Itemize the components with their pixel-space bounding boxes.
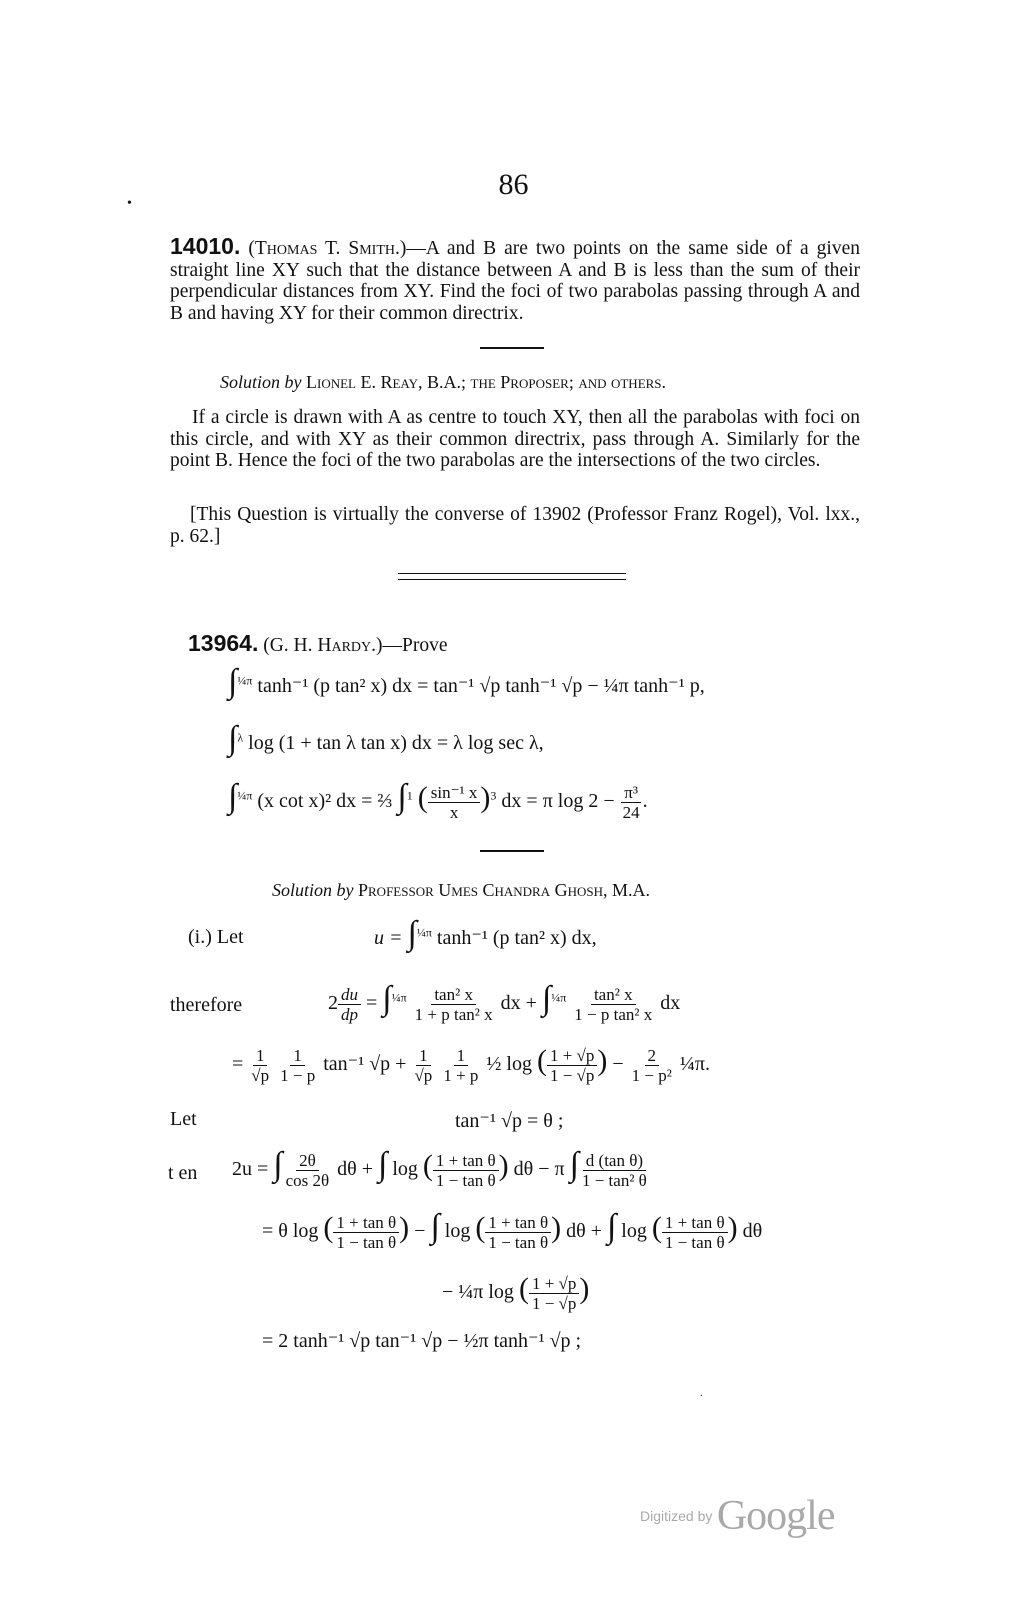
let-label: (i.) Let <box>188 926 244 948</box>
therefore-label: therefore <box>170 994 243 1016</box>
prove-label: —Prove <box>382 635 448 656</box>
equation-expansion: = $\frac{1}{√p}$ $\frac{1}{1 - p}$ tan⁻¹ √p + $\frac{1}{√p}$ $\frac{1}{1 + p}$ ½ log ( $\frac{1 + √p}{1 - √p}$ ) − $\frac{2}{\text{1 − p²}}$ ¼π. <box>232 1044 710 1085</box>
equation-2: ∫$^\lambda$ log (1 + tan λ tan x) dx = λ log sec λ, <box>228 720 544 757</box>
question-text: —A and B are two points on the same side of a given straight line XY such that the distance between A and B is less than the sum of their perpendicular distances from XY. Find the foci of two parabolas passing through A and B and having XY for their common directrix. <box>170 238 861 324</box>
stray-mark: • <box>127 196 132 211</box>
equation-theta-log: = θ log ( $\frac{\text{1 + tan θ}}{\text{1 − tan θ}}$ ) − ∫ log ( $\frac{\text{1 + tan θ}}{\text{1 − tan θ}}$ ) dθ + ∫ log ( $\frac{\text{1 + tan θ}}{\text{1 − tan θ}}$ ) dθ <box>262 1208 763 1252</box>
divider <box>480 347 544 349</box>
google-watermark <box>640 1492 834 1540</box>
u-def: u = <box>374 927 403 949</box>
equation-du-dp: 2 $\frac{du}{dp}$ = ∫$^{\frac{1}{4}\pi}$ $\frac{\text{tan² x}}{\text{1 + p tan² x}}$ dx + ∫$^{\frac{1}{4}\pi}$ $\frac{\text{tan² x}}{\text{1 − p tan² x}}$ dx <box>328 980 681 1024</box>
section-divider-top <box>398 573 626 574</box>
equation-quarter-pi: − ¼π log ( $\frac{1 + √p}{1 - √p}$ ) <box>442 1272 590 1313</box>
eq3-frac-den: x <box>449 802 459 822</box>
equation-3: ∫$^{\frac{1}{4}\pi}$ (x cot x)² dx = ⅔ ∫$^1$ ( $\frac{\text{sin⁻¹ x}}{x}$ )$^3$ dx = π log 2 − $\frac{\text{π³}}{24}$ . <box>228 778 648 822</box>
final-equation: = 2 tanh⁻¹ √p tan⁻¹ √p − ½π tanh⁻¹ √p ; <box>262 1330 582 1352</box>
section-divider-bottom <box>398 579 626 580</box>
solution-heading <box>220 372 666 393</box>
u-integrand: tanh⁻¹ (p tan² x) dx, <box>436 927 597 949</box>
theta-definition: tan⁻¹ √p = θ ; <box>455 1110 564 1132</box>
speck: . <box>700 1388 703 1399</box>
eq3-pi-num: π³ <box>621 783 641 803</box>
eq3-pi-den: 24 <box>622 802 640 822</box>
eq3-left: (x cot x)² dx = ⅔ <box>257 790 393 812</box>
let2-label: Let <box>170 1108 197 1130</box>
page-number: 86 <box>498 168 529 201</box>
solution-text: If a circle is drawn with A as centre to touch XY, then all the parabolas with foci on this circle, and with XY as their common directrix, pass through A. Similarly for the point B. Hence the foci of the two parabolas are the intersections of the two circles. <box>170 407 860 471</box>
then-label: t en <box>168 1162 198 1184</box>
equation-2u: 2u = ∫ $\frac{2\theta}{\cos 2\theta}$ dθ + ∫ log ( $\frac{\text{1 + tan θ}}{\text{1 − tan θ}}$ ) dθ − π ∫ $\frac{\text{d (tan θ)}}{\text{1 − tan² θ}}$ <box>232 1146 647 1190</box>
digitized-label: Digitized by <box>640 1508 713 1524</box>
eq1-text: tanh⁻¹ (p tan² x) dx = tan⁻¹ √p tanh⁻¹ √p − ¼π tanh⁻¹ p, <box>257 675 705 697</box>
question-number: 14010. <box>170 233 241 259</box>
eq2-text: log (1 + tan λ tan x) dx = λ log sec λ, <box>248 732 544 754</box>
google-logo: Google <box>716 1493 835 1539</box>
question-number: 13964. <box>188 630 259 656</box>
question-13964 <box>188 630 448 657</box>
solver-2: Professor Umes Chandra Ghosh, M.A. <box>358 880 651 900</box>
equation-1: ∫$^{\frac{1}{4}\pi}$ tanh⁻¹ (p tan² x) dx = tan⁻¹ √p tanh⁻¹ √p − ¼π tanh⁻¹ p, <box>228 663 705 700</box>
solution-heading-2 <box>272 880 650 901</box>
u-definition: u = ∫$^{\frac{1}{4}\pi}$ tanh⁻¹ (p tan² x) dx, <box>374 915 597 952</box>
divider <box>480 850 544 852</box>
solvers: Lionel E. Reay, B.A.; the Proposer; and others. <box>306 372 667 392</box>
question-author: (Thomas T. Smith.) <box>248 238 407 259</box>
solution-by-2: Solution by <box>272 880 354 900</box>
eq3-right: dx = π log 2 − <box>501 790 615 812</box>
question-author: (G. H. Hardy.) <box>263 635 383 656</box>
question-14010 <box>170 233 861 324</box>
solution-by: Solution by <box>220 372 302 392</box>
eq3-frac-num: sin⁻¹ x <box>428 783 481 803</box>
editor-note: [This Question is virtually the converse of 13902 (Professor Franz Rogel), Vol. lxx., p. 62.] <box>170 504 860 547</box>
